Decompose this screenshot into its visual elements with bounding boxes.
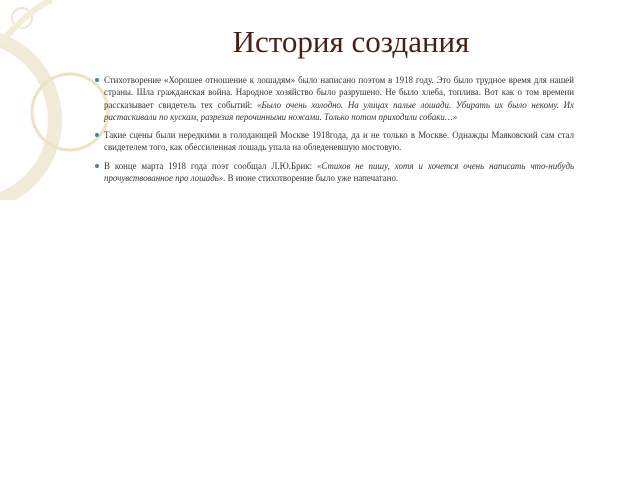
bullet-dot-icon xyxy=(95,164,99,168)
list-item xyxy=(96,129,574,154)
list-item xyxy=(96,74,574,123)
slide-title: История создания xyxy=(232,24,470,59)
list-item xyxy=(96,160,574,185)
list-item-text: Стихотворение «Хорошее отношение к лошадям» было написано поэтом в 1918 году. Это было трудное время для нашей страны. Шла гражданская война. Народное хозяйство было разрушено. Не было хлеба, топлива. Вот как о том времени рассказывает свидетель тех событий: xyxy=(104,75,574,110)
list-item-text: В конце марта 1918 года поэт сообщал Л.Ю.Брик: xyxy=(104,160,317,171)
bullet-list xyxy=(96,74,574,190)
bullet-dot-icon xyxy=(95,78,99,82)
list-item-text-end: В июне стихотворение было уже напечатано. xyxy=(225,173,399,184)
list-item-quote: «Было очень холодно. На улицах палые лошади. Убирать их было некому. Их растаскивали по кускам, разрезая перочинными ножами. Только потом приходили собаки…» xyxy=(104,99,574,122)
bullet-dot-icon xyxy=(95,133,99,137)
list-item-text: Такие сцены были нередкими в голодающей Москве 1918года, да и не только в Москве. Однажды Маяковский сам стал свидетелем того, как обессиленная лошадь упала на обледеневшую мостовую. xyxy=(104,130,574,153)
list-item-quote: «Стихов не пишу, хотя и хочется очень написать что-нибудь прочувствованное про лошадь». xyxy=(104,160,574,184)
